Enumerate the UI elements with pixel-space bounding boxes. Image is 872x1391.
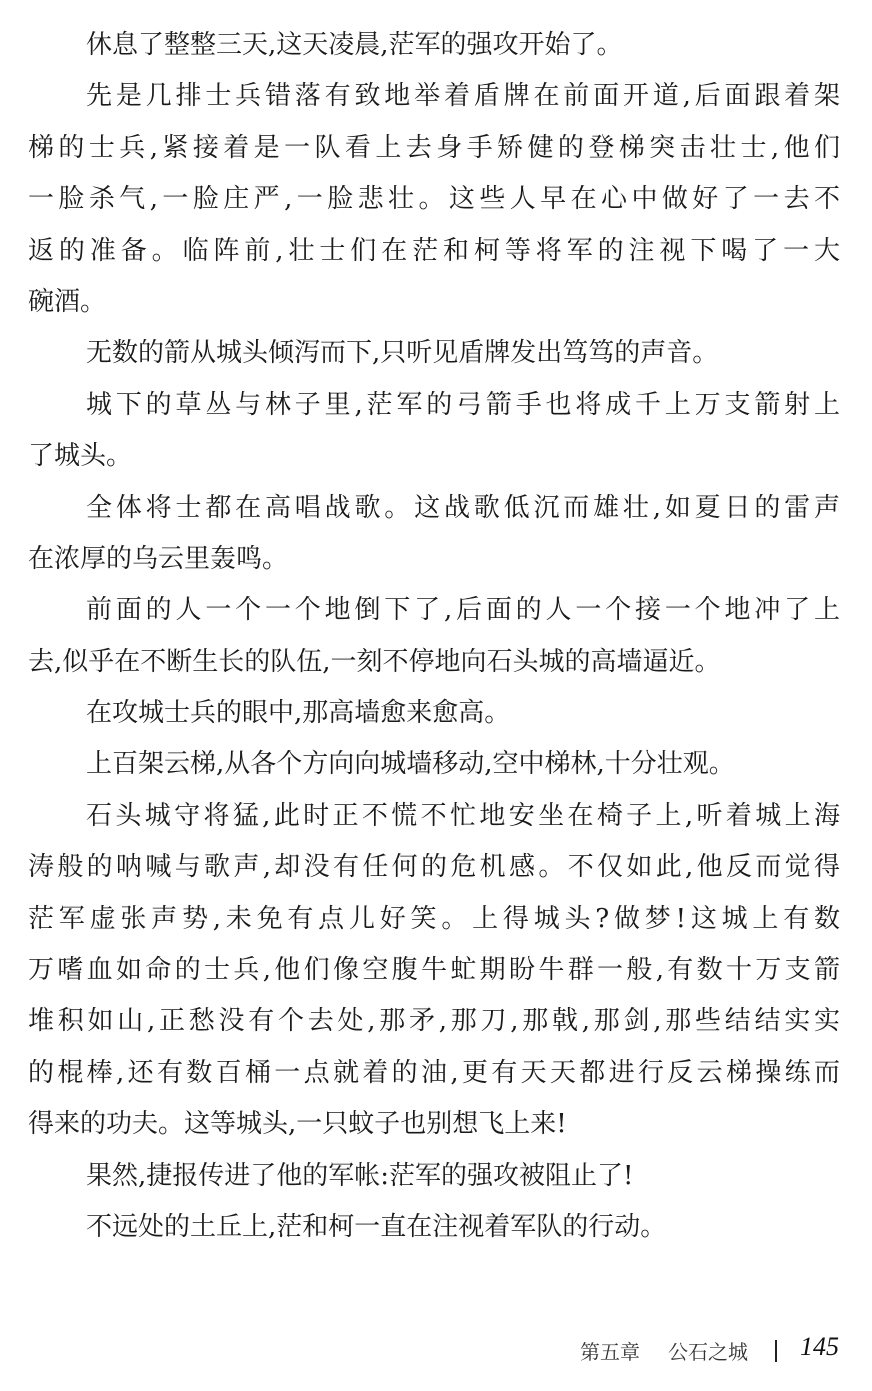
text-line: 得来的功夫。这等城头,一只蚊子也别想飞上来! <box>28 1109 567 1140</box>
text-line: 休息了整整三天,这天凌晨,茫军的强攻开始了。 <box>86 30 623 60</box>
text-line: 茫军虚张声势,未免有点儿好笑。上得城头?做梦!这城上有数 <box>28 903 840 934</box>
text-line: 返的准备。临阵前,壮士们在茫和柯等将军的注视下喝了一大 <box>28 235 840 266</box>
text-line: 前面的人一个一个地倒下了,后面的人一个接一个地冲了上 <box>86 595 840 626</box>
text-line: 堆积如山,正愁没有个去处,那矛,那刀,那戟,那剑,那些结结实实 <box>28 1006 840 1037</box>
text-line: 了城头。 <box>28 441 133 472</box>
text-line: 不远处的土丘上,茫和柯一直在注视着军队的行动。 <box>86 1211 667 1242</box>
text-line: 一脸杀气,一脸庄严,一脸悲壮。这些人早在心中做好了一去不 <box>28 184 840 215</box>
text-line: 上百架云梯,从各个方向向城墙移动,空中梯林,十分壮观。 <box>86 749 735 780</box>
text-line: 全体将士都在高唱战歌。这战歌低沉而雄壮,如夏日的雷声 <box>86 492 840 523</box>
body-text <box>28 20 840 1253</box>
text-line: 涛般的呐喊与歌声,却没有任何的危机感。不仅如此,他反而觉得 <box>28 852 840 883</box>
text-line: 城下的草丛与林子里,茫军的弓箭手也将成千上万支箭射上 <box>86 389 840 420</box>
chapter-title: 公石之城 <box>668 1340 748 1364</box>
text-line: 碗酒。 <box>28 286 107 317</box>
text-line: 的棍棒,还有数百桶一点就着的油,更有天天都进行反云梯操练而 <box>28 1057 840 1088</box>
text-line: 万嗜血如命的士兵,他们像空腹牛虻期盼牛群一般,有数十万支箭 <box>28 955 840 986</box>
text-line: 无数的箭从城头倾泻而下,只听见盾牌发出笃笃的声音。 <box>86 338 719 369</box>
text-line: 果然,捷报传进了他的军帐:茫军的强攻被阻止了! <box>86 1160 634 1191</box>
footer-divider <box>775 1340 777 1362</box>
text-line: 在浓厚的乌云里轰鸣。 <box>28 543 289 574</box>
text-line: 石头城守将猛,此时正不慌不忙地安坐在椅子上,听着城上海 <box>86 800 840 831</box>
text-line: 先是几排士兵错落有致地举着盾牌在前面开道,后面跟着架 <box>86 81 840 112</box>
page-footer <box>0 1332 872 1372</box>
text-line: 去,似乎在不断生长的队伍,一刻不停地向石头城的高墙逼近。 <box>28 646 721 677</box>
text-line: 梯的士兵,紧接着是一队看上去身手矫健的登梯突击壮士,他们 <box>28 132 840 163</box>
text-line: 在攻城士兵的眼中,那高墙愈来愈高。 <box>86 698 511 729</box>
chapter-label: 第五章 <box>580 1340 640 1364</box>
page-number: 145 <box>800 1332 839 1361</box>
